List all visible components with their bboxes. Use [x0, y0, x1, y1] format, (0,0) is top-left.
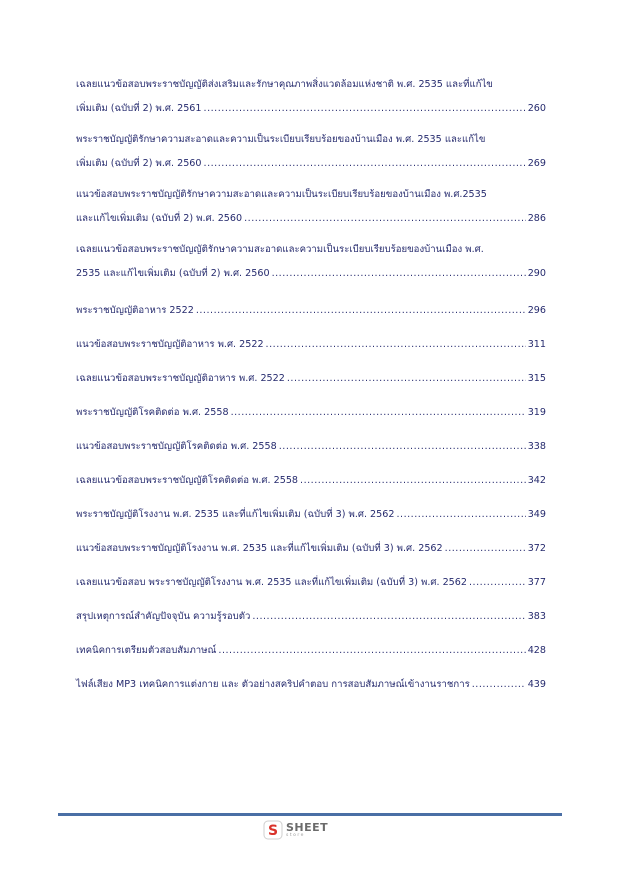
toc-entry[interactable]: [76, 667, 546, 701]
toc-entry-page: 286: [527, 213, 546, 224]
toc-entry[interactable]: [76, 633, 546, 667]
toc-entry-title-line1: เฉลยแนวข้อสอบพระราชบัญญัติรักษาความสะอาดและความเป็นระเบียบเรียบร้อยของบ้านเมือง พ.ศ.: [76, 244, 484, 255]
toc-entry-title: ไฟล์เสียง MP3 เทคนิคการแต่งกาย และ ตัวอย่างสคริปคำตอบ การสอบสัมภาษณ์เข้างานราชการ: [76, 678, 470, 690]
toc-entry[interactable]: [76, 531, 546, 565]
leader-dots: [231, 407, 526, 418]
leader-dots: [204, 152, 526, 176]
toc-entry-title: พระราชบัญญัติอาหาร 2522: [76, 304, 194, 316]
leader-dots: [244, 207, 526, 231]
leader-dots: [396, 509, 525, 520]
toc-entry[interactable]: [76, 73, 546, 128]
leader-dots: [266, 339, 526, 350]
toc-entry[interactable]: [76, 463, 546, 497]
toc-entry[interactable]: [76, 395, 546, 429]
toc-entry-title: เฉลยแนวข้อสอบ พระราชบัญญัติโรงงาน พ.ศ. 2535 และที่แก้ไขเพิ่มเติม (ฉบับที่ 3) พ.ศ. 2562: [76, 576, 467, 588]
footer-divider: [58, 813, 562, 816]
leader-dots: [469, 577, 526, 588]
sheet-store-logo: [263, 820, 328, 840]
toc-entry[interactable]: [76, 361, 546, 395]
toc-entry-page: 315: [527, 372, 546, 384]
toc-entry-title-line2: 2535 และแก้ไขเพิ่มเติม (ฉบับที่ 2) พ.ศ. 2560: [76, 268, 270, 279]
toc-entry-page: 349: [527, 508, 546, 520]
sheet-logo-icon: [263, 820, 283, 840]
leader-dots: [472, 679, 526, 690]
logo-letter: S: [267, 823, 279, 839]
leader-dots: [279, 441, 526, 452]
toc-entry[interactable]: [76, 599, 546, 633]
toc-entry[interactable]: [76, 429, 546, 463]
toc-entry-page: 338: [527, 440, 546, 452]
leader-dots: [272, 262, 526, 286]
toc-entry-page: 342: [527, 474, 546, 486]
toc-entry-title-line2: และแก้ไขเพิ่มเติม (ฉบับที่ 2) พ.ศ. 2560: [76, 213, 243, 224]
toc-entry-title: พระราชบัญญัติโรคติดต่อ พ.ศ. 2558: [76, 406, 229, 418]
toc-entry[interactable]: [76, 183, 546, 238]
toc-entry-title: พระราชบัญญัติโรงงาน พ.ศ. 2535 และที่แก้ไขเพิ่มเติม (ฉบับที่ 3) พ.ศ. 2562: [76, 508, 395, 520]
toc-entry-title: แนวข้อสอบพระราชบัญญัติอาหาร พ.ศ. 2522: [76, 338, 264, 350]
toc-entry-page: 296: [527, 304, 546, 316]
toc-entry-title: เฉลยแนวข้อสอบพระราชบัญญัติโรคติดต่อ พ.ศ. 2558: [76, 474, 299, 486]
leader-dots: [218, 645, 525, 656]
toc-entry-title: แนวข้อสอบพระราชบัญญัติโรงงาน พ.ศ. 2535 และที่แก้ไขเพิ่มเติม (ฉบับที่ 3) พ.ศ. 2562: [76, 542, 443, 554]
leader-dots: [204, 97, 526, 121]
toc-entry-title: เฉลยแนวข้อสอบพระราชบัญญัติอาหาร พ.ศ. 2522: [76, 372, 285, 384]
toc-entry-page: 319: [527, 406, 546, 418]
toc-entry-title-line1: พระราชบัญญัติรักษาความสะอาดและความเป็นระเบียบเรียบร้อยของบ้านเมือง พ.ศ. 2535 และแก้ไข: [76, 134, 486, 145]
toc-entry-page: 269: [527, 158, 546, 169]
toc-entry[interactable]: [76, 293, 546, 327]
table-of-contents: [76, 73, 546, 701]
logo-wordmark: SHEET: [286, 820, 329, 834]
toc-entry-title-line1: แนวข้อสอบพระราชบัญญัติรักษาความสะอาดและความเป็นระเบียบเรียบร้อยของบ้านเมือง พ.ศ.2535: [76, 189, 487, 200]
toc-entry[interactable]: [76, 497, 546, 531]
toc-entry-title-line2: เพิ่มเติม (ฉบับที่ 2) พ.ศ. 2561: [76, 103, 202, 114]
toc-entry-title: แนวข้อสอบพระราชบัญญัติโรคติดต่อ พ.ศ. 2558: [76, 440, 277, 452]
toc-entry[interactable]: [76, 565, 546, 599]
toc-entry-title-line2: เพิ่มเติม (ฉบับที่ 2) พ.ศ. 2560: [76, 158, 202, 169]
toc-entry-title: เทคนิคการเตรียมตัวสอบสัมภาษณ์: [76, 644, 217, 656]
leader-dots: [300, 475, 526, 486]
leader-dots: [287, 373, 526, 384]
toc-entry-page: 439: [527, 678, 546, 690]
toc-entry-page: 383: [527, 610, 546, 622]
toc-entry-title-line1: เฉลยแนวข้อสอบพระราชบัญญัติส่งเสริมและรักษาคุณภาพสิ่งแวดล้อมแห่งชาติ พ.ศ. 2535 และที่แก้ไข: [76, 79, 493, 90]
leader-dots: [252, 611, 525, 622]
toc-entry-page: 377: [527, 576, 546, 588]
toc-entry-page: 260: [527, 103, 546, 114]
toc-entry-title: สรุปเหตุการณ์สำคัญปัจจุบัน ความรู้รอบตัว: [76, 610, 251, 622]
toc-entry-page: 290: [527, 268, 546, 279]
logo-subtext: store: [286, 832, 305, 838]
toc-entry[interactable]: [76, 128, 546, 183]
leader-dots: [445, 543, 526, 554]
toc-entry-page: 428: [527, 644, 546, 656]
toc-entry[interactable]: [76, 327, 546, 361]
toc-entry-page: 372: [527, 542, 546, 554]
toc-entry[interactable]: [76, 238, 546, 293]
toc-entry-page: 311: [527, 338, 546, 350]
leader-dots: [196, 305, 526, 316]
